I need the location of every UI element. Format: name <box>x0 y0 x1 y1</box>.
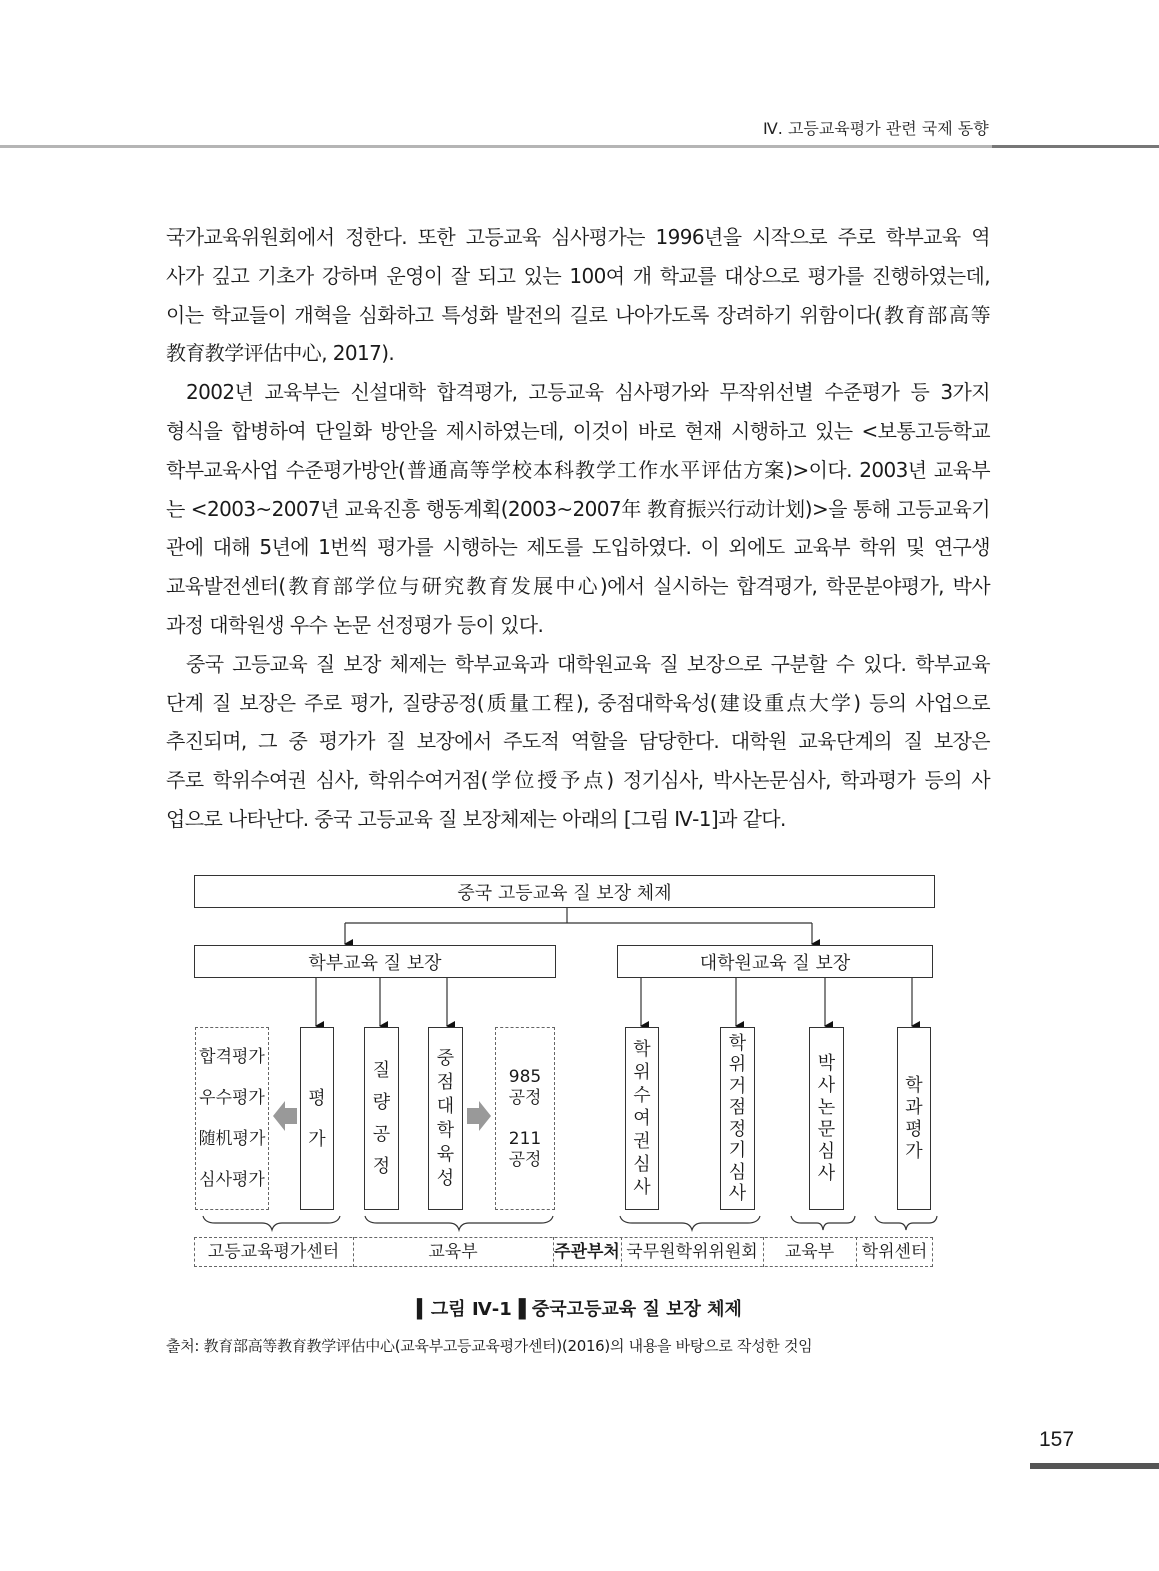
item-label: 학위수여권심사 <box>633 1039 651 1198</box>
text-line: 형식을 합병하여 단일화 방안을 제시하였는데, 이것이 바로 현재 시행하고 있는 <보통고등학교 <box>166 418 990 443</box>
item-label: 평가 <box>308 1087 326 1150</box>
project-label: 211 공정 <box>508 1128 542 1170</box>
graduate-node <box>617 945 933 978</box>
undergrad-item-quality-project <box>364 1027 399 1210</box>
eval-types-box <box>195 1027 269 1210</box>
figure-source: 출처: 教育部高等教育教学评估中心(교육부고등교육평가센터)(2016)의 내용을 바탕으로 작성한 것임 <box>166 1337 813 1355</box>
chapter-header: Ⅳ. 고등교육평가 관련 국제 동향 <box>763 119 989 138</box>
text-line: 사가 깊고 기초가 강하며 운영이 잘 되고 있는 100여 개 학교를 대상으로 평가를 진행하였는데, <box>166 263 990 288</box>
graduate-item-discipline-eval <box>897 1027 931 1210</box>
agency-cell: 교육부 <box>428 1242 478 1262</box>
text-line: 추진되며, 그 중 평가가 질 보장에서 주도적 역할을 담당한다. 대학원 교육단계의 질 보장은 <box>166 729 990 754</box>
projects-box <box>495 1027 555 1210</box>
item-label: 중점대학육성 <box>436 1047 455 1189</box>
eval-type: 随机평가 <box>198 1128 266 1149</box>
agency-cell: 교육부 <box>784 1242 835 1262</box>
page-number: 157 <box>1039 1428 1075 1451</box>
caption-marker: ▍그림 Ⅳ-1▐ <box>417 1299 526 1320</box>
root-node-label: 중국 고등교육 질 보장 체제 <box>457 882 672 904</box>
text-line: 업으로 나타난다. 중국 고등교육 질 보장체제는 아래의 [그림 Ⅳ-1]과 같다. <box>166 806 786 831</box>
agency-cell: 국무원학위위원회 <box>626 1242 758 1262</box>
eval-type: 우수평가 <box>199 1087 265 1108</box>
graduate-node-label: 대학원교육 질 보장 <box>699 952 851 974</box>
text-line: 관에 대해 5년에 1번씩 평가를 시행하는 제도를 도입하였다. 이 외에도 교육부 학위 및 연구생 <box>166 535 990 560</box>
agency-cell: 학위센터 <box>861 1242 928 1262</box>
text-line: 과정 대학원생 우수 논문 선정평가 등이 있다. <box>166 612 544 637</box>
item-label: 박사논문심사 <box>817 1052 836 1184</box>
item-label: 질량공정 <box>372 1059 391 1177</box>
text-line: 이는 학교들이 개혁을 심화하고 특성화 발전의 길로 나아가도록 장려하기 위함이다(教育部高等 <box>166 302 990 327</box>
text-line: 주로 학위수여권 심사, 학위수여거점(学位授予点) 정기심사, 박사논문심사, 학과평가 등의 사 <box>166 768 990 793</box>
text-line: 2002년 교육부는 신설대학 합격평가, 고등교육 심사평가와 무작위선별 수준평가 등 3가지 <box>186 380 990 405</box>
undergrad-node-label: 학부교육 질 보장 <box>308 952 442 974</box>
text-line: 教育教学评估中心, 2017). <box>166 341 395 366</box>
item-label: 학위거점정기심사 <box>728 1032 747 1204</box>
graduate-item-dissertation-review <box>809 1027 844 1210</box>
gray-arrow-left-icon <box>273 1101 297 1131</box>
text-line: 학부교육사업 수준평가방안(普通高等学校本科教学工作水平评估方案)>이다. 2003년 교육부 <box>166 457 990 482</box>
text-line: 는 <2003~2007년 교육진흥 행동계획(2003~2007年 教育振兴行动计划)>을 통해 고등교육기 <box>166 496 990 521</box>
gray-arrow-right-icon <box>467 1101 491 1131</box>
item-label: 학과평가 <box>905 1074 923 1162</box>
undergrad-item-key-university <box>428 1027 463 1210</box>
graduate-item-degree-site-review <box>720 1027 755 1210</box>
text-line: 중국 고등교육 질 보장 체제는 학부교육과 대학원교육 질 보장으로 구분할 수 있다. 학부교육 <box>186 651 990 676</box>
text-line: 교육발전센터(教育部学位与研究教育发展中心)에서 실시하는 합격평가, 학문분야평가, 박사 <box>166 574 990 599</box>
agency-cell: 고등교육평가센터 <box>207 1242 340 1262</box>
undergrad-item-evaluation <box>300 1027 334 1210</box>
eval-type: 합격평가 <box>199 1046 265 1067</box>
figure-caption <box>0 1295 1159 1321</box>
root-node <box>194 875 935 908</box>
text-line: 단계 질 보장은 주로 평가, 질량공정(质量工程), 중점대학육성(建设重点大学) 등의 사업으로 <box>166 690 990 715</box>
graduate-item-degree-authority <box>625 1027 659 1210</box>
caption-title: 중국고등교육 질 보장 체제 <box>531 1299 742 1320</box>
project-label: 985 공정 <box>508 1066 542 1108</box>
agency-label: 주관부처 <box>554 1242 620 1262</box>
text-line: 국가교육위원회에서 정한다. 또한 고등교육 심사평가는 1996년을 시작으로 주로 학부교육 역 <box>166 225 990 249</box>
eval-type: 심사평가 <box>199 1169 265 1190</box>
undergrad-node <box>194 945 556 978</box>
page-number-bar <box>1030 1463 1159 1469</box>
